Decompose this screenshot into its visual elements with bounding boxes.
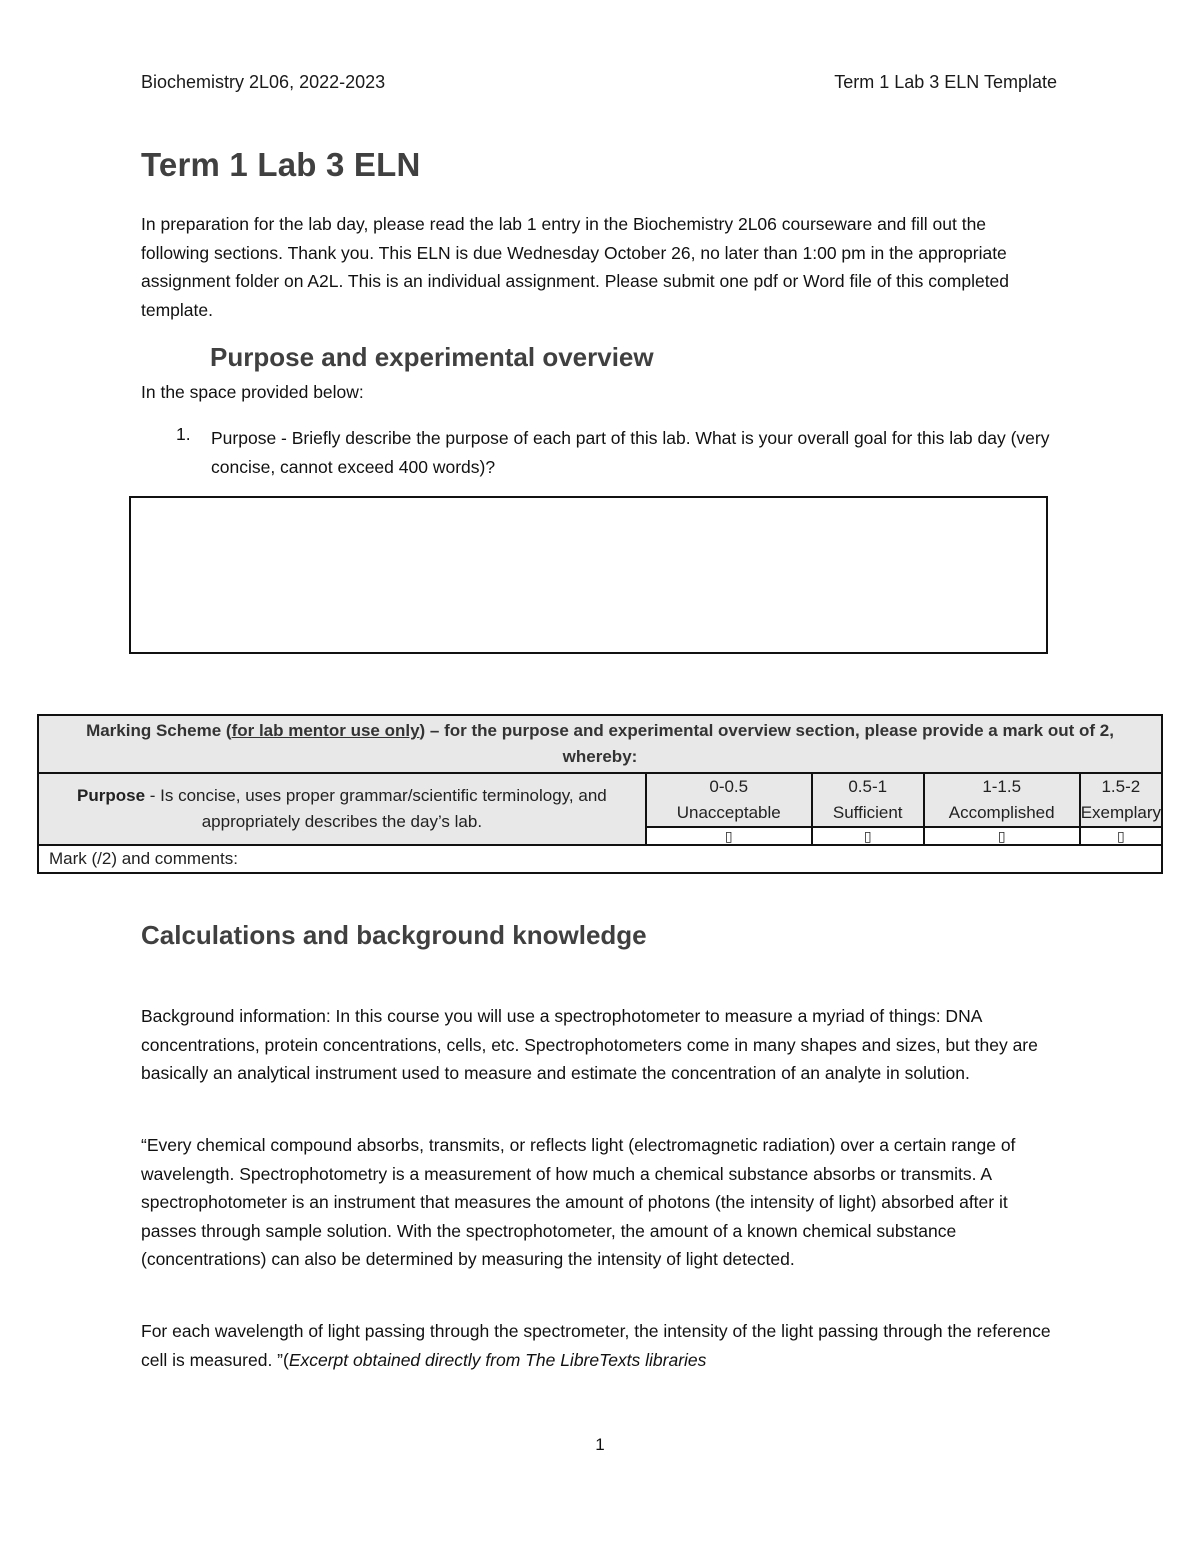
purpose-instruction: In the space provided below: [141,382,364,402]
category-range: 0-0.5 [709,777,749,796]
calculations-heading: Calculations and background knowledge [141,920,647,950]
category-range: 0.5-1 [848,777,888,796]
page-title: Term 1 Lab 3 ELN [141,146,421,183]
purpose-heading: Purpose and experimental overview [210,342,654,372]
header-course: Biochemistry 2L06, 2022-2023 [141,72,386,92]
list-item-number: 1. [176,424,191,444]
excerpt-source: Excerpt obtained directly from The LibreTexts libraries [288,1349,707,1370]
page-number: 1 [595,1435,605,1454]
category-range: 1-1.5 [982,777,1022,796]
category-label: Accomplished [948,803,1055,822]
intro-paragraph: In preparation for the lab day, please read the lab 1 entry in the Biochemistry 2L06 courseware and fill out the following sections. Thank you. This ELN is due Wednesday October 26, no later than 1:00 pm in the appropriate assignment folder on A2L. This is an individual assignment. Please submit one pdf or Word file of this completed template. [141,214,1010,320]
purpose-criterion [38,773,646,845]
background-paragraph-3-text: For each wavelength of light passing through the spectrometer, the intensity of the light passing through the reference cell is measured. ”( [141,1321,1051,1370]
mentor-use-note: for lab mentor use only [231,721,420,740]
category-label: Exemplary [1080,803,1161,822]
checkbox-exemplary[interactable]: ▯ [1080,827,1162,845]
category-range: 1.5-2 [1101,777,1141,796]
criterion-label: Purpose [77,786,146,805]
marking-scheme-table [37,714,1163,874]
category-label: Unacceptable [676,803,781,822]
category-sufficient [812,773,924,827]
criterion-description: - Is concise, uses proper grammar/scientific terminology, and appropriately describes the day’s lab. [145,786,607,831]
checkbox-unacceptable[interactable]: ▯ [646,827,812,845]
purpose-question: Purpose - Briefly describe the purpose of each part of this lab. What is your overall goal for this lab day (very concise, cannot exceed 400 words)? [211,428,1050,477]
category-accomplished [924,773,1080,827]
marking-scheme-header [38,715,1162,773]
header-template-name: Term 1 Lab 3 ELN Template [834,72,1057,92]
purpose-answer-box[interactable] [129,496,1048,654]
marking-scheme-instruction: ) – for the purpose and experimental overview section, please provide a mark out of 2, whereby: [419,721,1114,766]
background-paragraph-1: Background information: In this course you will use a spectrophotometer to measure a myriad of things: DNA concentrations, protein concentrations, cells, etc. Spectrophotometers come in many shapes and sizes, but they are basically an analytical instrument used to measure and estimate the concentration of an analyte in solution. [141,1006,1038,1084]
category-label: Sufficient [832,803,903,822]
marking-scheme-label: Marking Scheme ( [86,721,232,740]
checkbox-accomplished[interactable]: ▯ [924,827,1080,845]
category-unacceptable [646,773,812,827]
checkbox-sufficient[interactable]: ▯ [812,827,924,845]
mark-comment-field[interactable]: Mark (/2) and comments: [38,845,1162,873]
category-exemplary [1080,773,1162,827]
background-paragraph-2: “Every chemical compound absorbs, transmits, or reflects light (electromagnetic radiation) over a certain range of wavelength. Spectrophotometry is a measurement of how much a chemical substance absorbs or transmits. A spectrophotometer is an instrument that measures the amount of photons (the intensity of light) absorbed after it passes through sample solution. With the spectrophotometer, the amount of a known chemical substance (concentrations) can also be determined by measuring the intensity of light detected. [141,1135,1016,1270]
background-paragraph-3 [141,1317,1056,1374]
